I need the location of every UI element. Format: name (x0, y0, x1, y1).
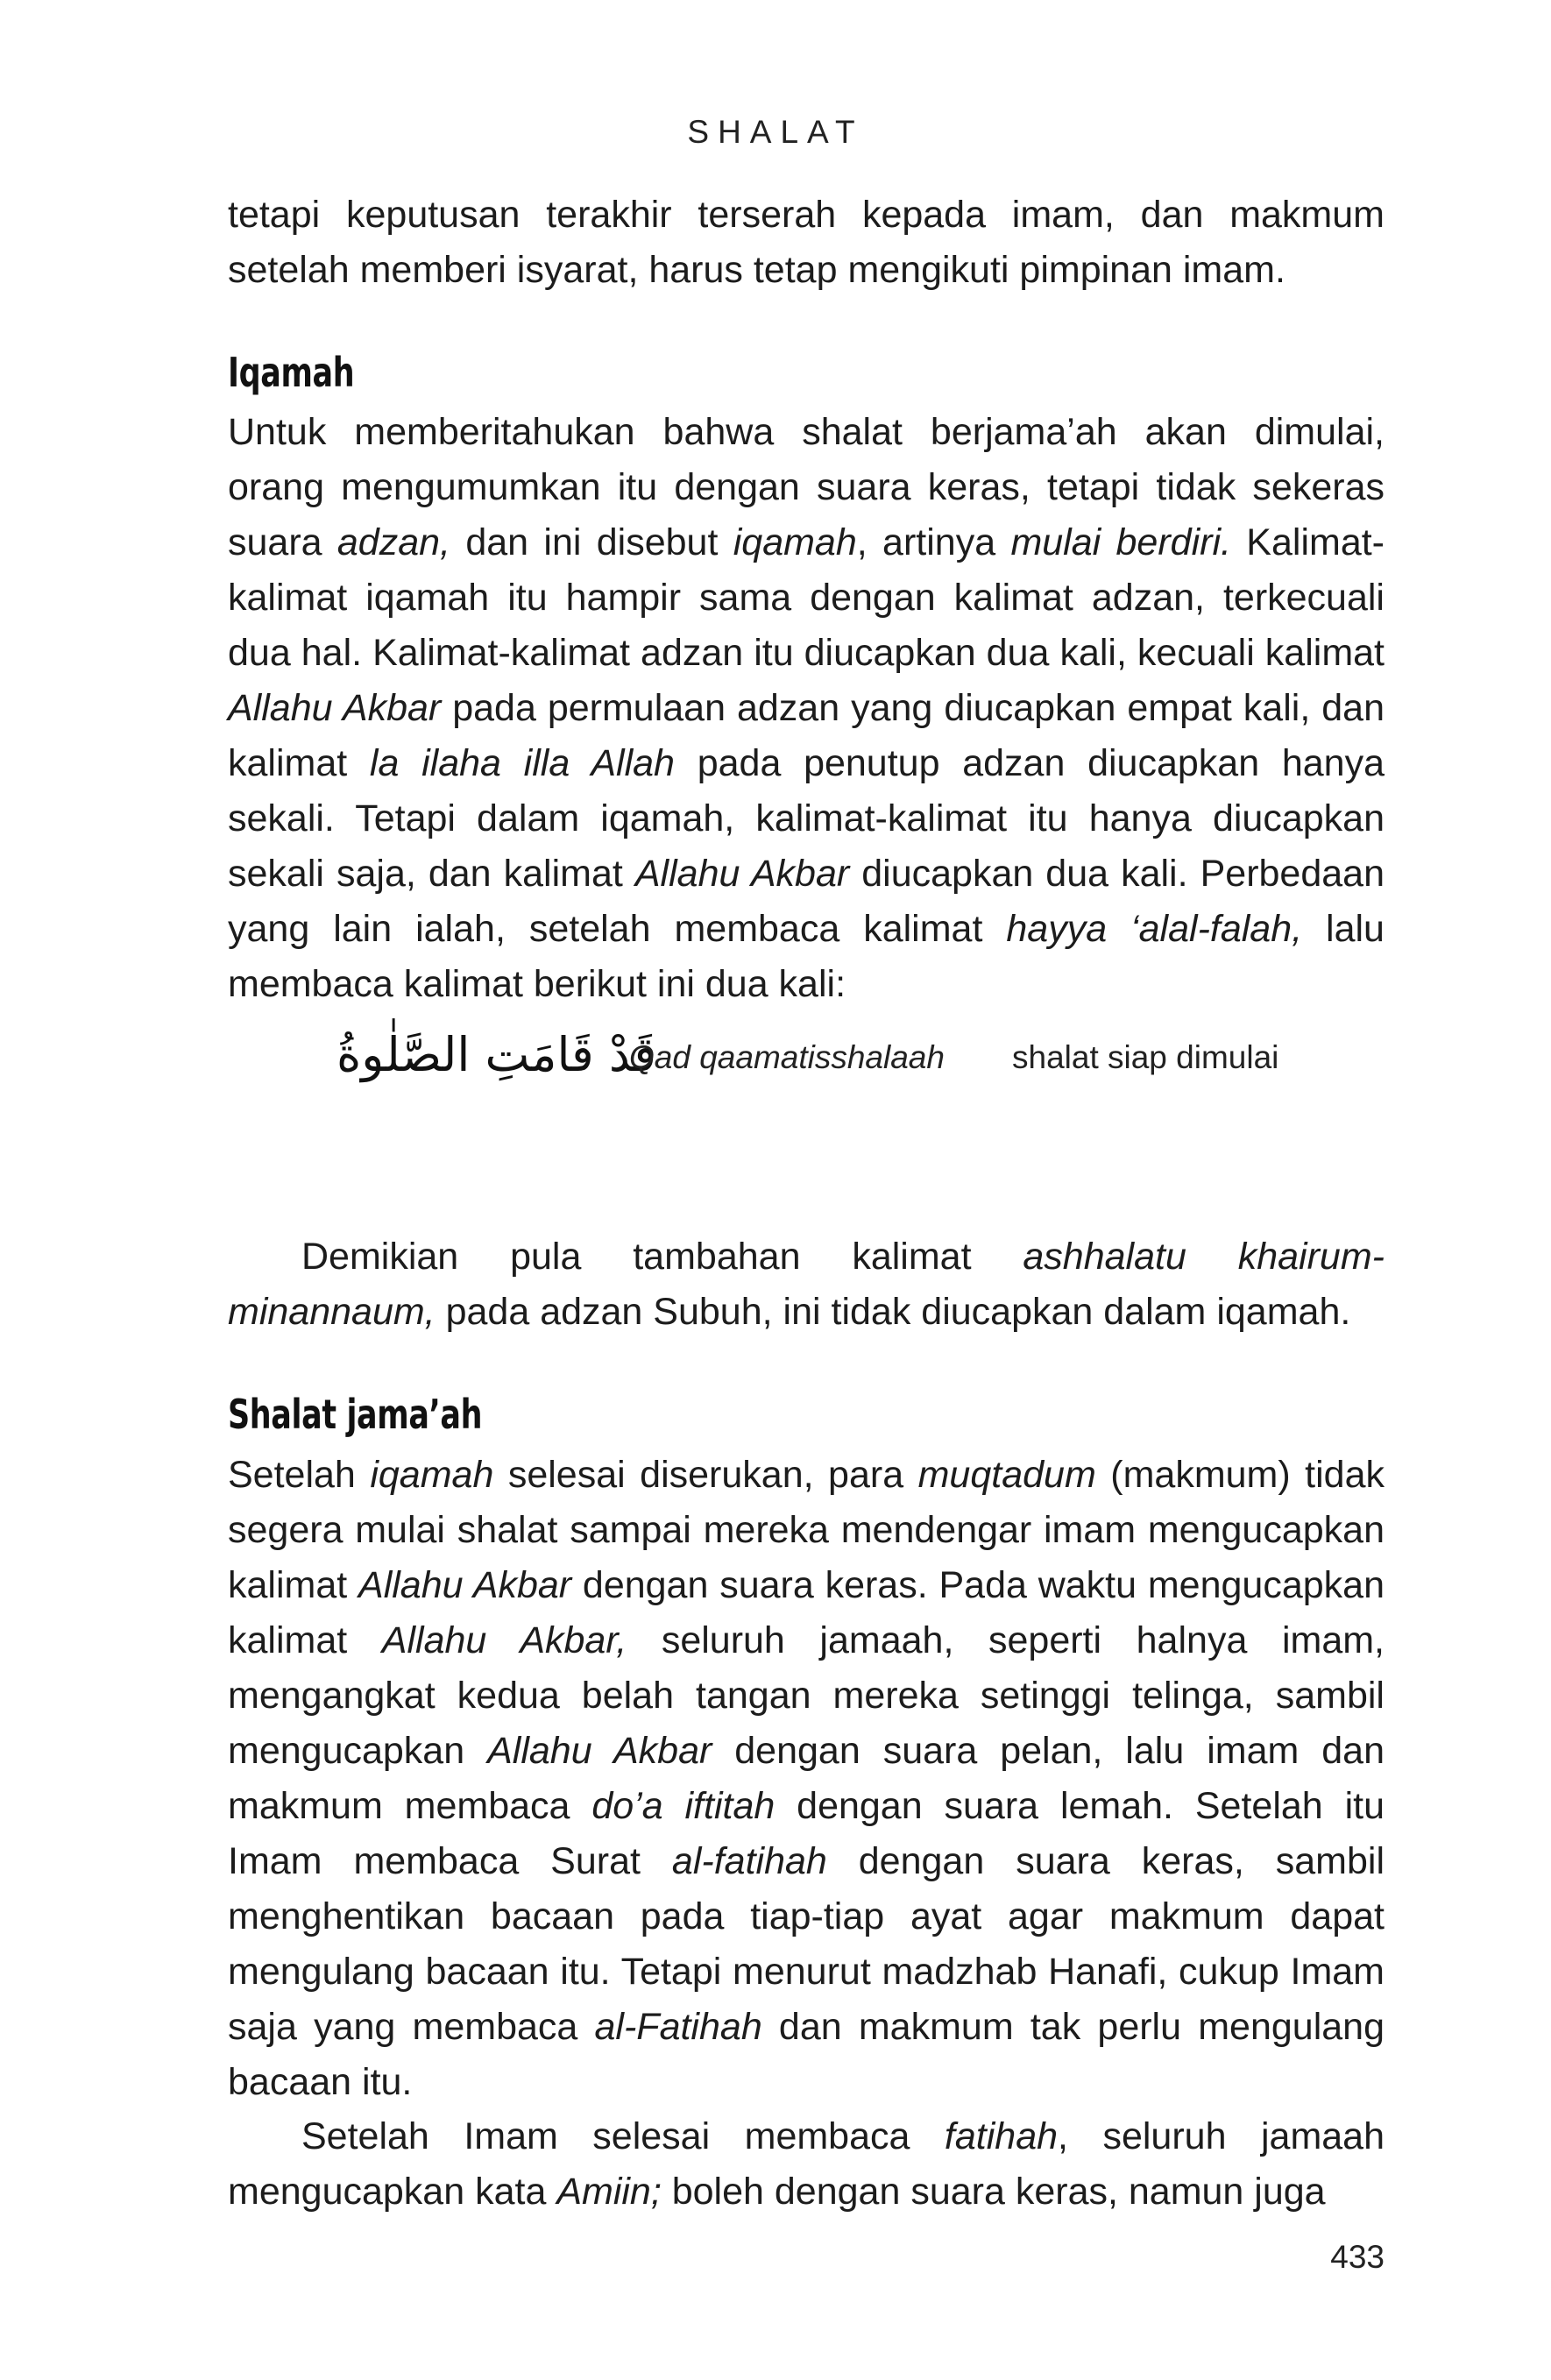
running-head: SHALAT (687, 114, 864, 150)
jamaah-paragraph: Setelah iqamah selesai diserukan, para muqtadum (makmum) tidak segera mulai shalat sampai mereka mendengar imam mengucapkan kalimat Allahu Akbar dengan suara keras. Pada waktu mengucapkan kalimat Allahu Akbar, seluruh jamaah, seperti halnya imam, mengangkat kedua belah tangan mereka setinggi telinga, sambil mengucapkan Allahu Akbar dengan suara pelan, lalu imam dan makmum membaca do’a iftitah dengan suara lemah. Setelah itu Imam membaca Surat al-fatihah dengan suara keras, sambil menghentikan bacaan pada tiap-tiap ayat agar makmum dapat mengulang bacaan itu. Tetapi menurut madzhab Hanafi, cukup Imam saja yang membaca al-Fatihah dan makmum tak perlu mengulang bacaan itu. (228, 1454, 1385, 2103)
arabic-phrase-row (315, 1027, 1323, 1106)
subuh-paragraph: Demikian pula tambahan kalimat ashhalatu khairum-minannaum, pada adzan Subuh, ini tidak diucapkan dalam iqamah. (228, 1236, 1385, 1333)
iqamah-paragraph: Untuk memberitahukan bahwa shalat berjama’ah akan dimulai, orang mengumumkan itu dengan suara keras, tetapi tidak sekeras suara adzan, dan ini disebut iqamah, artinya mulai berdiri. Kalimat-kalimat iqamah itu hampir sama dengan kalimat adzan, terkecuali dua hal. Kalimat-kalimat adzan itu diucapkan dua kali, kecuali kalimat Allahu Akbar pada permulaan adzan yang diucapkan empat kali, dan kalimat la ilaha illa Allah pada penutup adzan diucapkan hanya sekali. Tetapi dalam iqamah, kalimat-kalimat itu hanya diucapkan sekali saja, dan kalimat Allahu Akbar diucapkan dua kali. Perbedaan yang lain ialah, setelah membaca kalimat hayya ‘alal-falah, lalu membaca kalimat berikut ini dua kali: (228, 411, 1385, 1005)
section-heading-iqamah: Iqamah (228, 349, 355, 396)
arabic-phrase: قَدْ قَامَتِ الصَّلٰوةُ (336, 1027, 657, 1082)
page-number: 433 (1330, 2239, 1385, 2275)
amiin-paragraph: Setelah Imam selesai membaca fatihah, seluruh jamaah mengucapkan kata Amiin; boleh dengan suara keras, namun juga (228, 2115, 1385, 2213)
arabic-transliteration: Qad qaamatisshalaah (629, 1039, 945, 1075)
intro-paragraph: tetapi keputusan terakhir terserah kepada imam, dan makmum setelah memberi isyarat, harus tetap mengikuti pimpinan imam. (228, 194, 1385, 291)
arabic-meaning: shalat siap dimulai (1012, 1039, 1279, 1075)
section-heading-shalat-jamaah: Shalat jama’ah (228, 1391, 483, 1438)
